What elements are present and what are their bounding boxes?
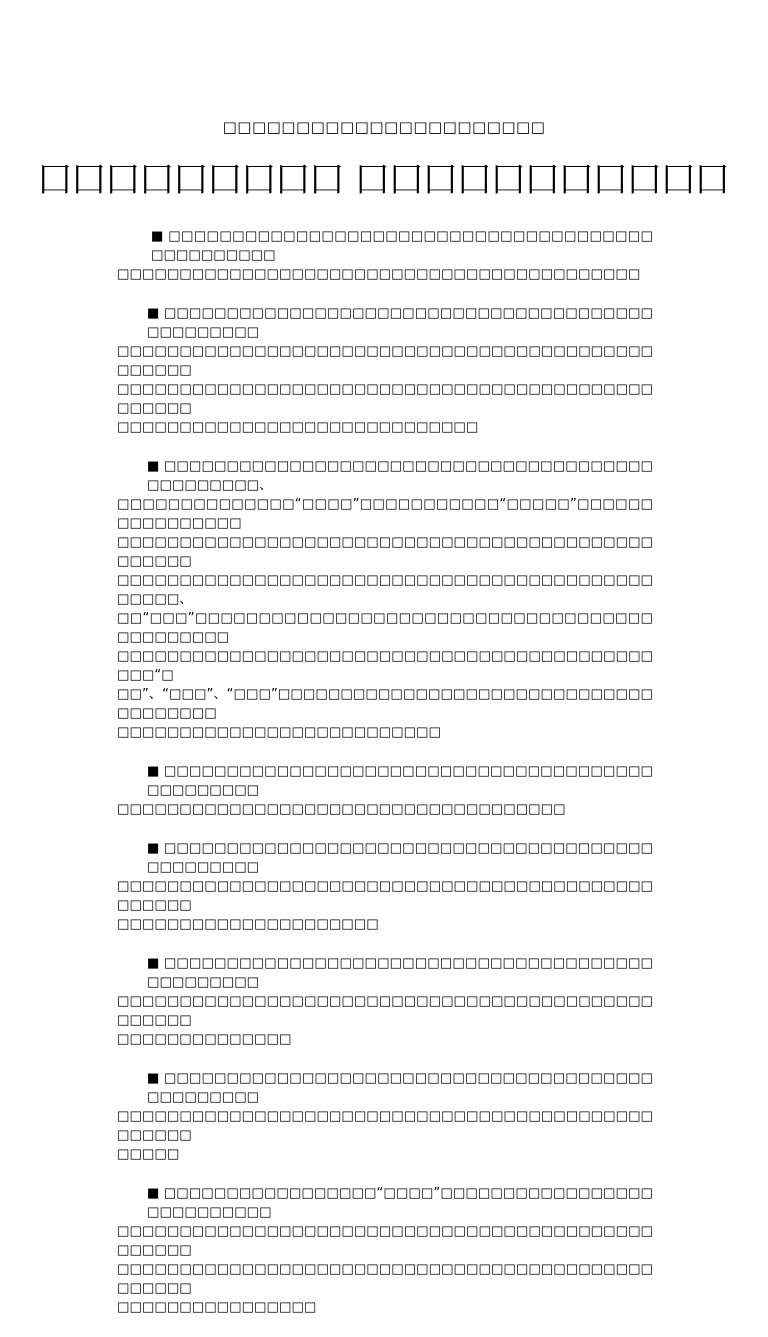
paragraph: [117, 304, 653, 437]
paragraph-line: □□□□□□□□□□□□□□□□□□□□□□□□□□□□□□□□□□□□□□□□□□□□□□□□□: [117, 382, 653, 416]
paragraph-line: □□□□□: [117, 1147, 180, 1162]
paragraph-line: ■ □□□□□□□□□□□□□□□□□□□□□□□□□□□□□□□□□□□□□□□□□□□□□□□□: [147, 306, 653, 340]
paragraph-line: □□□□□□□□□□□□□□□□□□□□□□□□□□□□□□□□□□□□□□□□□□□□□□□□□: [117, 1224, 653, 1258]
paragraph-line: □□□□□□□□□□□□□□□□: [117, 1300, 317, 1315]
paragraph-line: ■ □□□□□□□□□□□□□□□□□□□□□□□□□□□□□□□□□□□□□□□□□□□□□□□□: [147, 956, 653, 990]
paragraph-line: □□“□□□”□□□□□□□□□□□□□□□□□□□□□□□□□□□□□□□□□□□□□□□□□□□□□: [117, 611, 653, 645]
paragraph-line: □□□□□□□□□□□□□□□□□□□□□□□□□□□□□□□□□□□□□□□□□□□□□□□□□: [117, 1262, 653, 1296]
paragraph-line: □□□□□□□□□□□□□□□□□□□□□□□□□□: [117, 725, 441, 740]
paragraph: [117, 839, 653, 934]
document-subtitle: □□□□□□□□□□□□□□□□□□□□□□: [222, 118, 546, 136]
paragraph-line: □□□□□□□□□□□□□□□□□□□□□: [117, 917, 379, 932]
paragraph-line: ■ □□□□□□□□□□□□□□□□□“□□□□”□□□□□□□□□□□□□□□□□□□□□□□□□□□: [147, 1186, 653, 1220]
paragraph-line: □□□□□□□□□□□□□□□□□□□□□□□□□□□□□: [117, 420, 479, 435]
document-body: [117, 227, 653, 1337]
paragraph-line: □□□□□□□□□□□□□□: [117, 1032, 292, 1047]
paragraph-line: □□□□□□□□□□□□□□□□□□□□□□□□□□□□□□□□□□□□□□□□□□□□□□□□□: [117, 1109, 653, 1143]
paragraph: [117, 1184, 653, 1317]
paragraph-line: □□□□□□□□□□□□□□□□□□□□□□□□□□□□□□□□□□□□□□□□□□: [117, 267, 641, 282]
paragraph-line: ■ □□□□□□□□□□□□□□□□□□□□□□□□□□□□□□□□□□□□□□□□□□□□□□□□: [147, 764, 653, 798]
paragraph: [117, 1069, 653, 1164]
paragraph-line: □□□□□□□□□□□□□□□□□□□□□□□□□□□□□□□□□□□□□□□□□□□□□□“□: [117, 649, 653, 683]
paragraph-line: □□□□□□□□□□□□□□“□□□□”□□□□□□□□□□□“□□□□□”□□□□□□□□□□□□□□□□: [117, 497, 653, 531]
paragraph-line: □□”、“□□□”、“□□□”□□□□□□□□□□□□□□□□□□□□□□□□□□□□□□□□□□□□□□: [117, 687, 653, 721]
paragraph: [117, 227, 653, 284]
paragraph-line: □□□□□□□□□□□□□□□□□□□□□□□□□□□□□□□□□□□□□□□□□□□□□□□□、: [117, 573, 653, 607]
paragraph-line: ■ □□□□□□□□□□□□□□□□□□□□□□□□□□□□□□□□□□□□□□□□□□□□□□□□、: [147, 459, 653, 493]
paragraph-line: ■ □□□□□□□□□□□□□□□□□□□□□□□□□□□□□□□□□□□□□□□□□□□□□□□□: [151, 229, 653, 263]
paragraph-line: ■ □□□□□□□□□□□□□□□□□□□□□□□□□□□□□□□□□□□□□□□□□□□□□□□□: [147, 1071, 653, 1105]
paragraph-line: ■ □□□□□□□□□□□□□□□□□□□□□□□□□□□□□□□□□□□□□□□□□□□□□□□□: [147, 841, 653, 875]
paragraph-line: □□□□□□□□□□□□□□□□□□□□□□□□□□□□□□□□□□□□□□□□□□□□□□□□□: [117, 535, 653, 569]
paragraph-line: □□□□□□□□□□□□□□□□□□□□□□□□□□□□□□□□□□□□: [117, 802, 566, 817]
paragraph-line: □□□□□□□□□□□□□□□□□□□□□□□□□□□□□□□□□□□□□□□□□□□□□□□□□: [117, 994, 653, 1028]
document-title: 囗囗囗囗囗囗囗囗囗 囗囗囗囗囗囗囗囗囗囗囗: [38, 160, 730, 199]
paragraph: [117, 762, 653, 819]
paragraph: [117, 457, 653, 742]
paragraph-line: □□□□□□□□□□□□□□□□□□□□□□□□□□□□□□□□□□□□□□□□□□□□□□□□□: [117, 879, 653, 913]
paragraph-line: □□□□□□□□□□□□□□□□□□□□□□□□□□□□□□□□□□□□□□□□□□□□□□□□□: [117, 344, 653, 378]
paragraph: [117, 954, 653, 1049]
